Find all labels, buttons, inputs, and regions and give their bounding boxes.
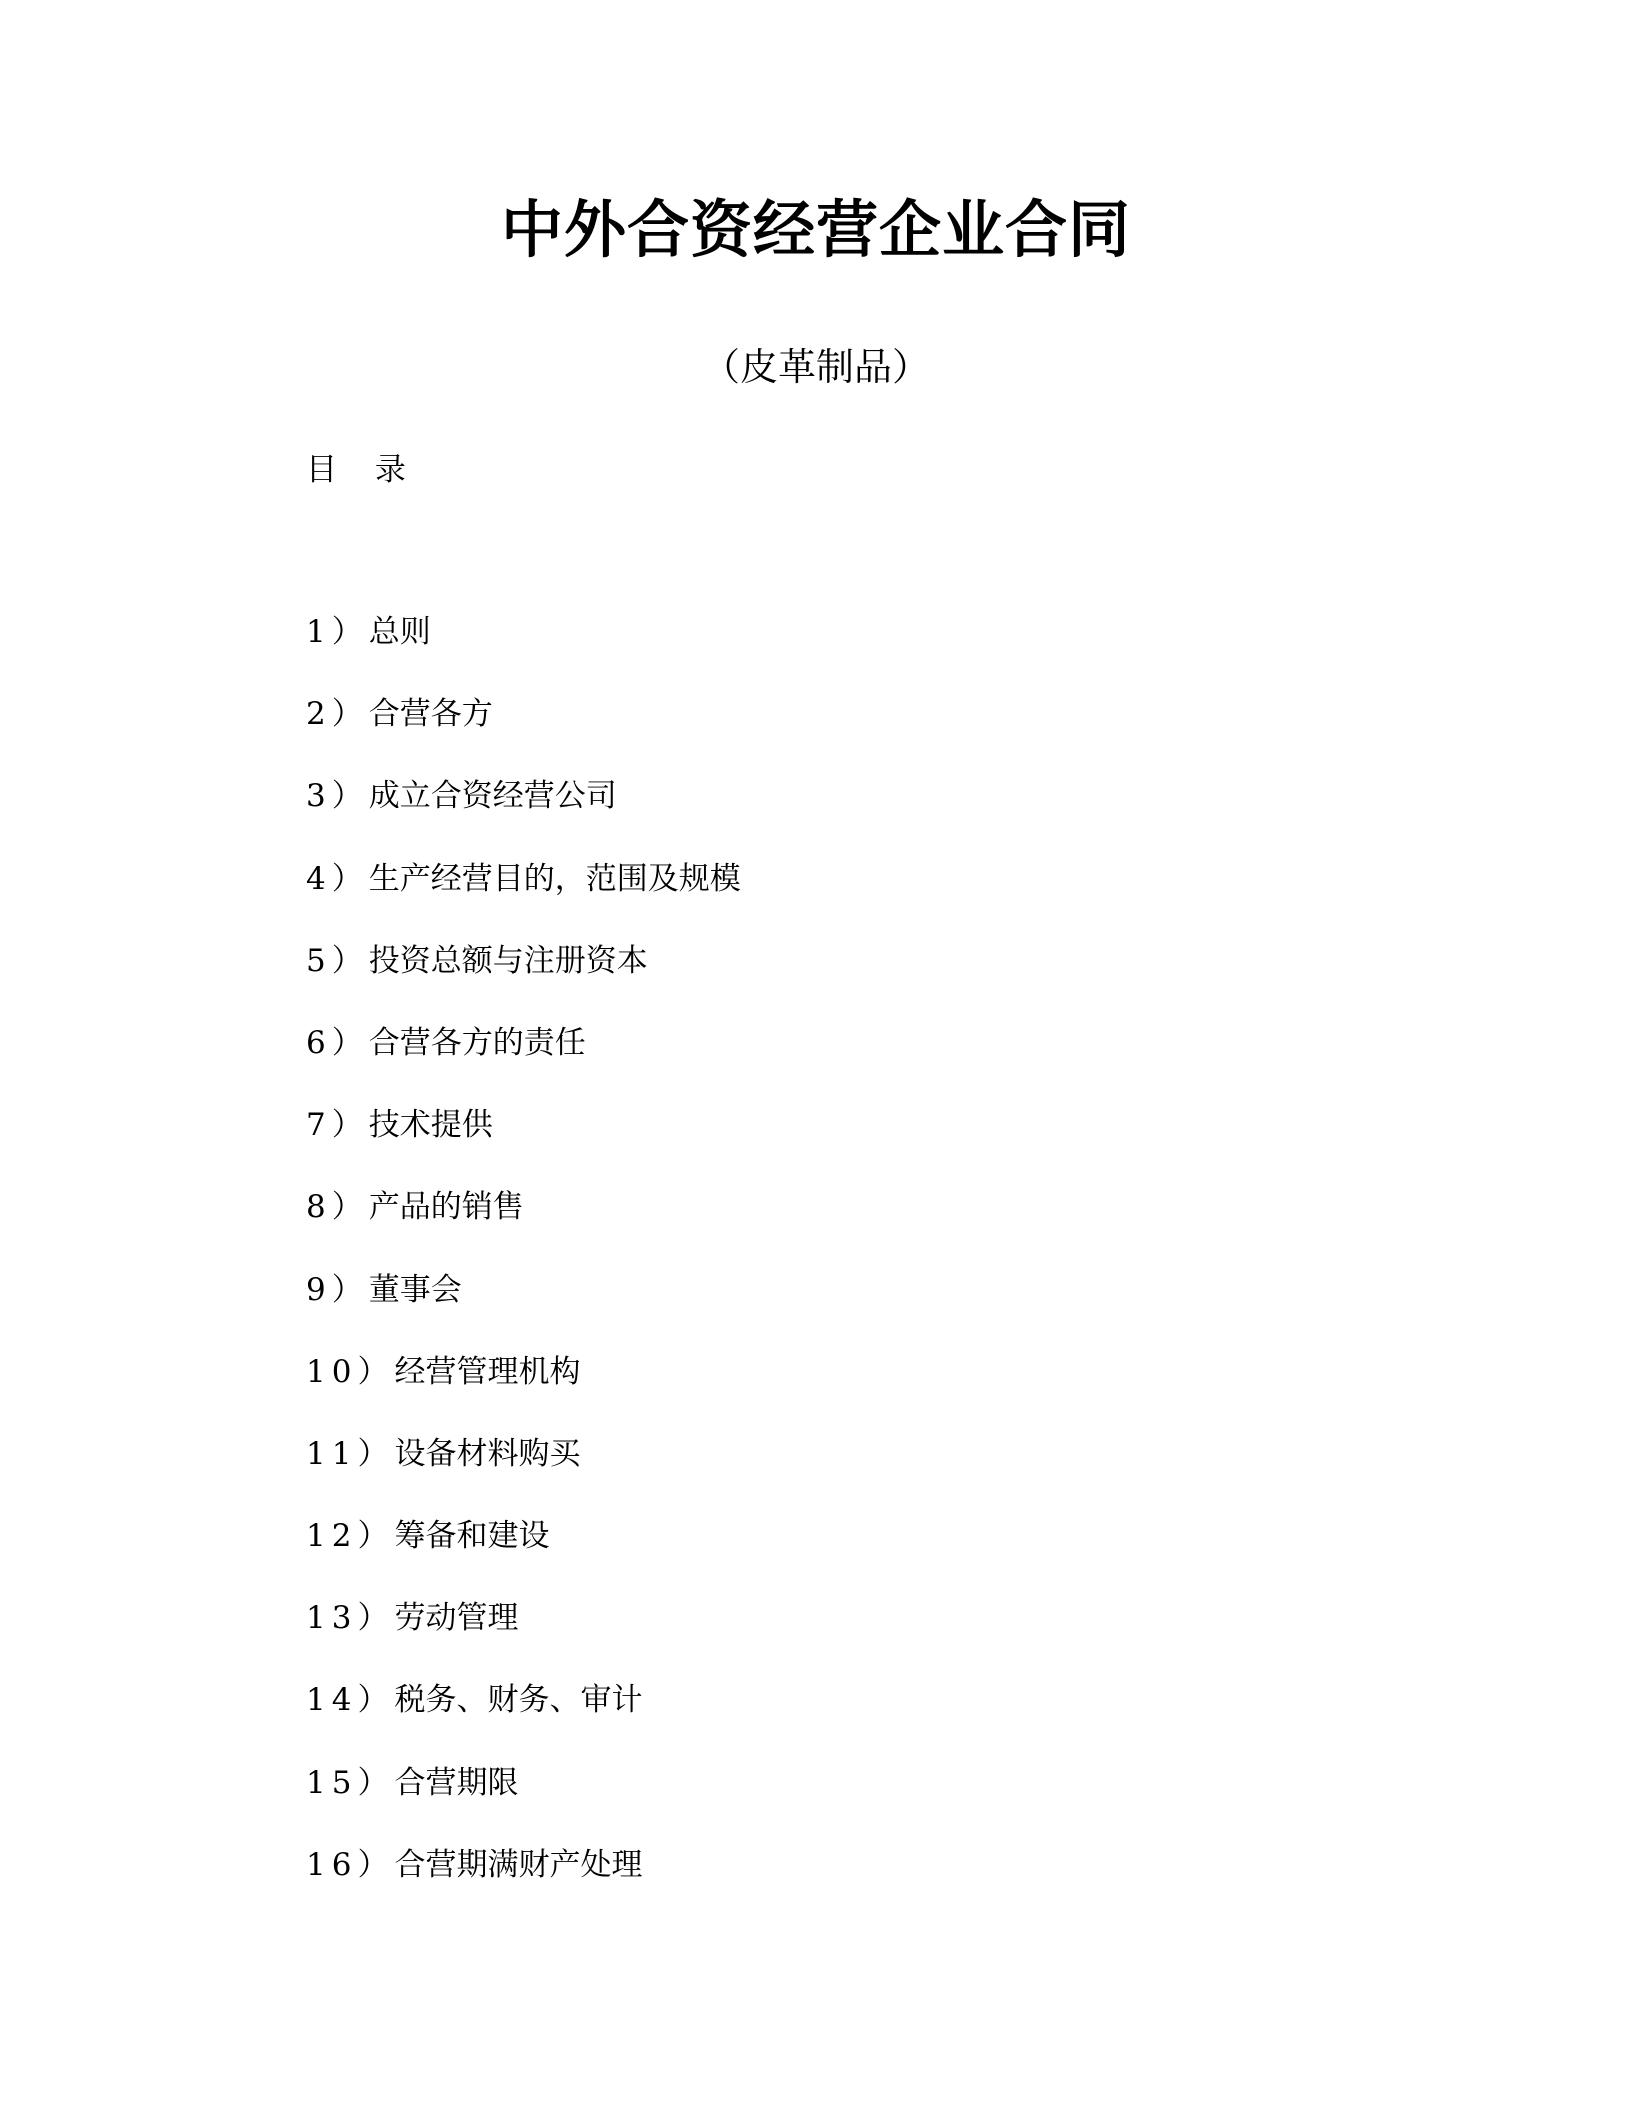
- toc-item-number: 2）: [306, 696, 369, 733]
- toc-item-number: 5）: [306, 942, 369, 979]
- toc-item-text: 合营各方: [368, 696, 493, 733]
- toc-item: [306, 694, 741, 776]
- toc-item-number: 9）: [306, 1271, 369, 1308]
- toc-item-text: 生产经营目的，范围及规模: [368, 860, 741, 897]
- toc-item-text: 设备材料购买: [394, 1435, 581, 1472]
- toc-item-number: 13）: [306, 1600, 395, 1637]
- toc-item: [306, 1434, 741, 1516]
- toc-item: [306, 1598, 741, 1680]
- toc-item-text: 税务、财务、审计: [394, 1682, 643, 1719]
- toc-item-text: 合营期限: [394, 1764, 519, 1801]
- toc-item: [306, 1187, 741, 1269]
- toc-item-text: 劳动管理: [394, 1600, 519, 1637]
- document-subtitle: （皮革制品）: [701, 345, 930, 389]
- toc-item-text: 合营期满财产处理: [394, 1846, 643, 1883]
- toc-item: [306, 1763, 741, 1845]
- toc-item-number: 3）: [306, 778, 369, 815]
- toc-item-number: 10）: [306, 1353, 395, 1390]
- toc-item-number: 8）: [306, 1189, 369, 1226]
- toc-item-text: 董事会: [368, 1271, 462, 1308]
- toc-item-number: 1）: [306, 614, 369, 650]
- toc-item: [306, 1105, 741, 1187]
- toc-item-text: 成立合资经营公司: [368, 778, 617, 815]
- toc-item-text: 产品的销售: [368, 1189, 524, 1226]
- toc-item-text: 经营管理机构: [394, 1353, 581, 1390]
- toc-item-text: 筹备和建设: [394, 1518, 550, 1555]
- toc-item: [306, 1270, 741, 1352]
- toc-item: [306, 1023, 741, 1105]
- toc-item-text: 合营各方的责任: [368, 1024, 586, 1061]
- toc-item-number: 12）: [306, 1518, 395, 1555]
- toc-item-number: 16）: [306, 1846, 395, 1883]
- toc-item-number: 7）: [306, 1107, 369, 1144]
- toc-item: [306, 612, 741, 694]
- toc-item: [306, 1680, 741, 1762]
- toc-heading: 目 录: [306, 452, 420, 488]
- toc-item: [306, 1352, 741, 1434]
- toc-item: [306, 1845, 741, 1927]
- document-title: 中外合资经营企业合同: [500, 193, 1131, 266]
- toc-item: [306, 941, 741, 1023]
- toc-item-text: 技术提供: [368, 1107, 493, 1144]
- toc-item-number: 11）: [306, 1435, 395, 1472]
- toc-item-number: 6）: [306, 1024, 369, 1061]
- table-of-contents: [306, 612, 741, 1927]
- toc-item-number: 14）: [306, 1682, 395, 1719]
- toc-item-number: 15）: [306, 1764, 395, 1801]
- toc-item: [306, 776, 741, 858]
- toc-item-text: 投资总额与注册资本: [368, 942, 648, 979]
- toc-item: [306, 1516, 741, 1598]
- toc-item-number: 4）: [306, 860, 369, 897]
- toc-item: [306, 859, 741, 941]
- toc-item-text: 总则: [368, 614, 431, 650]
